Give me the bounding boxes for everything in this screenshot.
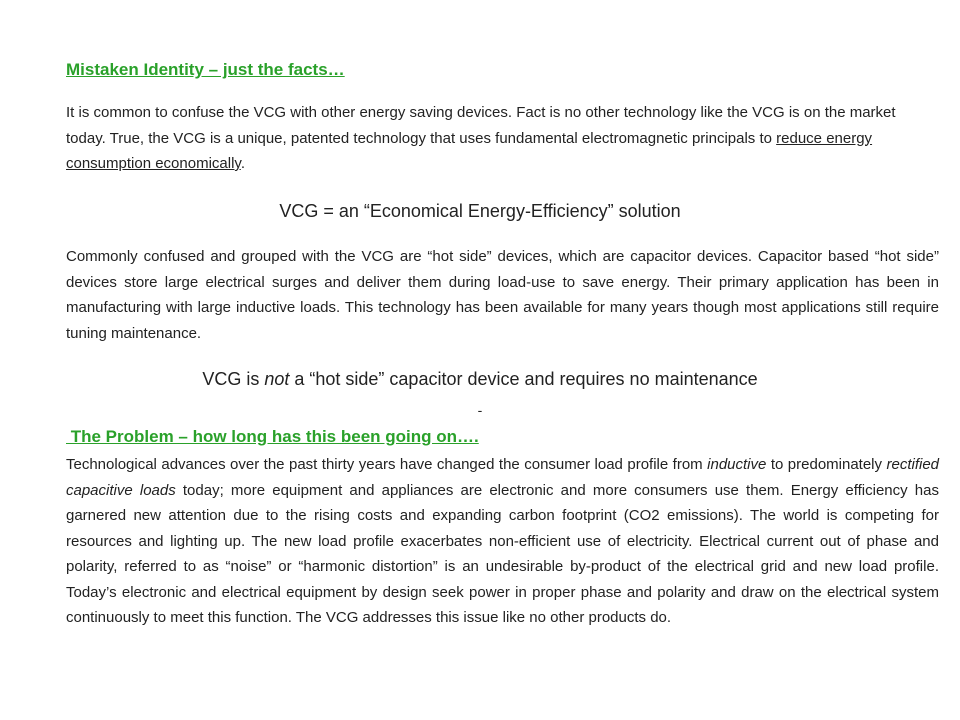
claim-line [0, 369, 960, 390]
problem-text-b: to predominately [766, 456, 887, 473]
paragraph-intro-text: It is common to confuse the VCG with other energy saving devices. Fact is no other technology like the VCG is on the market today. True, the VCG is a unique, patented technology that uses fundamental electromagnetic principals to [66, 104, 896, 147]
claim-emphasis: not [264, 369, 290, 389]
problem-text-a: Technological advances over the past thirty years have changed the consumer load profile from [66, 456, 708, 473]
underlined-phrase: reduce energy consumption economically [66, 129, 873, 172]
paragraph-intro [66, 100, 939, 177]
paragraph-problem [66, 452, 939, 631]
claim-text-end: a “hot side” capacitor device and requires no maintenance [289, 369, 758, 389]
problem-emphasis-inductive: inductive [707, 456, 767, 473]
paragraph-hot-side: Commonly confused and grouped with the VCG are “hot side” devices, which are capacitor devices. Capacitor based “hot side” devices store large electrical surges and deliver them during load-use to save energy. Their primary application has been in manufacturing with large inductive loads. This technology has been available for many years though most applications still require tuning maintenance. [66, 248, 939, 342]
dash-mark: - [477, 402, 483, 418]
section-heading-mistaken-identity: Mistaken Identity – just the facts… [66, 60, 345, 79]
problem-text-c: today; more equipment and appliances are electronic and more consumers use them. Energy efficiency has garnered new attention due to the rising costs and expanding carbon footprint (CO2 emissions). The world is competing for resources and lighting up. The new load profile exacerbates non-efficient use of electricity. Electrical current out of phase and polarity, referred to as “noise” or “harmonic distortion” is an undesirable by-product of the electrical grid and new load profile. Today’s electronic and electrical equipment by design seek power in proper phase and polarity and draw on the electrical system continuously to meet this function. The VCG addresses this issue like no other products do. [66, 481, 939, 626]
claim-text-start: VCG is [202, 369, 265, 389]
problem-emphasis-capacitive: rectified capacitive loads [66, 456, 940, 499]
equation-line: VCG = an “Economical Energy-Efficiency” solution [279, 201, 681, 221]
section-heading-the-problem: The Problem – how long has this been going on…. [66, 427, 479, 446]
paragraph-intro-end: . [240, 155, 245, 172]
